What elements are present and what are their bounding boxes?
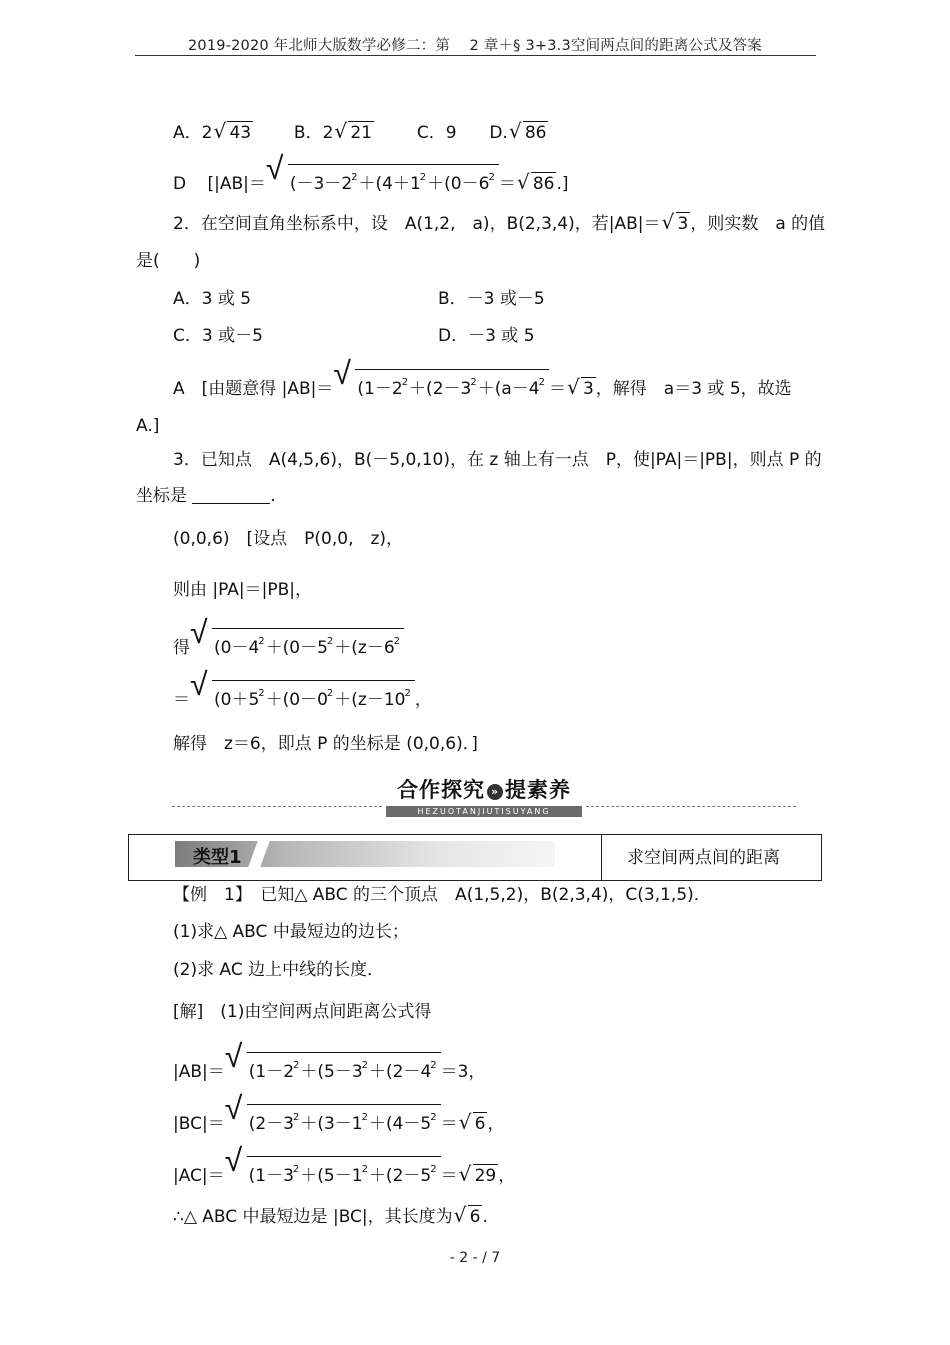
- q1-option-a: A．2: [173, 123, 213, 143]
- sqrt: √ 29: [460, 1164, 499, 1188]
- sqrt: √ ($1-3^2+(5-1^2+(2-5^2$: [227, 1156, 441, 1189]
- sqrt: √ ($0-4^2+(0-5^2+(z-6^2$: [192, 628, 404, 661]
- ex1-ac: |AC|＝√ ($1-3^2+(5-1^2+(2-5^2$ ＝√ 29 ，: [173, 1156, 515, 1189]
- sqrt: √ 86: [510, 121, 549, 145]
- ex1-ab: |AB|＝√ ($1-2^2+(5-3^2+(2-4^2 =3$，: [173, 1052, 486, 1085]
- q3-stem: 3．已知点 A(4,5,6)，B(－5,0,10)，在 z 轴上有一点 P，使|PA|＝|PB|，则点 P 的: [173, 450, 822, 470]
- type-tag: 类型1: [175, 841, 555, 867]
- sqrt: √ 3: [568, 377, 596, 401]
- ex1-bc: |BC|＝√ ($2-3^2+(3-1^2+(4-5^2$ ＝√ 6 ，: [173, 1104, 504, 1137]
- sqrt: √ ($1-2^2+(2-3^2+(a-4^2$: [335, 369, 549, 402]
- ex1-part2: (2)求 AC 边上中线的长度．: [173, 960, 385, 980]
- sqrt: √ 3: [663, 212, 691, 236]
- ex1-solution: [解] (1)由空间两点间距离公式得: [173, 1002, 432, 1022]
- banner-subtitle: HEZUOTANJIUTISUYANG: [386, 806, 582, 817]
- type-table: [128, 834, 822, 881]
- q3-answer-3: 得√ ($0-4^2+(0-5^2+(z-6^2$: [173, 628, 404, 661]
- sqrt: √ ($1-2^2+(5-3^2+(2-4^2$: [227, 1052, 441, 1085]
- q2-answer-cont: A.]: [136, 416, 160, 436]
- header-rule: [135, 55, 816, 56]
- type-title: 求空间两点间的距离: [627, 848, 780, 868]
- banner-rule-right: [586, 806, 796, 807]
- q3-answer-5: 解得 z＝6，即点 P 的坐标是 (0,0,6)．]: [173, 734, 478, 754]
- q1-option-d: D.: [489, 123, 508, 143]
- q3-answer-2: 则由 |PA|＝|PB|，: [173, 580, 313, 600]
- q3-answer-4: ＝√ ($0+5^2+(0-0^2+(z-10^2$ ，: [173, 680, 432, 713]
- ex1-part1: (1)求△ ABC 中最短边的边长；: [173, 922, 409, 942]
- sqrt: √ 21: [335, 121, 374, 145]
- q3-answer-1: (0,0,6) [设点 P(0,0, z)，: [173, 529, 404, 549]
- sqrt: √ 6: [455, 1205, 483, 1229]
- sqrt: √ ($-3-2^2+(4+1^2+(0-6^2$: [268, 164, 499, 197]
- q1-options: [173, 121, 548, 145]
- ex1-stem: 【例 1】 已知△ ABC 的三个顶点 A(1,5,2)，B(2,3,4)，C(3,1,5)．: [173, 885, 711, 905]
- ex1-conclusion: ∴△ ABC 中最短边是 |BC|，其长度为√ 6 .: [173, 1205, 488, 1229]
- sqrt: √ ($2-3^2+(3-1^2+(4-5^2$: [227, 1104, 441, 1137]
- q2-stem: 2．在空间直角坐标系中，设 A(1,2, a)，B(2,3,4)，若|AB|＝√ 3 ，则实数 a 的值: [173, 212, 825, 236]
- page-number: - 2 - / 7: [449, 1250, 501, 1266]
- arrow-icon: »: [487, 784, 503, 800]
- sqrt: √ 6: [460, 1112, 488, 1136]
- q1-option-b: B．2: [293, 123, 334, 143]
- sqrt: √ 86: [518, 172, 557, 196]
- q2-stem-cont: 是( ): [136, 251, 201, 271]
- sqrt: √ ($0+5^2+(0-0^2+(z-10^2$: [192, 680, 415, 713]
- answer-blank: [192, 487, 270, 504]
- table-divider: [601, 835, 602, 880]
- q3-stem-cont: 坐标是 .: [136, 486, 276, 506]
- sqrt: √ 43: [214, 121, 253, 145]
- page-header: 2019-2020 年北师大版数学必修二：第 2 章＋§ 3+3.3空间两点间的距离公式及答案: [188, 38, 762, 54]
- q2-option-b: B．－3 或－5: [438, 289, 545, 309]
- q2-option-c: C．3 或－5: [173, 326, 263, 346]
- banner-rule-left: [172, 806, 382, 807]
- q1-answer: D [|AB|＝√ ($-3-2^2+(4+1^2+(0-6^2$ ＝√ 86 .]: [173, 164, 569, 197]
- q2-answer: A [由题意得 |AB|＝√ ($1-2^2+(2-3^2+(a-4^2$ ＝√ 3 ，解得 a＝3 或 5，故选: [173, 369, 792, 402]
- section-banner: 合作探究 » 提素养 HEZUOTANJIUTISUYANG: [386, 774, 582, 814]
- q1-option-c: C．9: [416, 123, 457, 143]
- q2-option-d: D．－3 或 5: [438, 326, 535, 346]
- q2-option-a: A．3 或 5: [173, 289, 252, 309]
